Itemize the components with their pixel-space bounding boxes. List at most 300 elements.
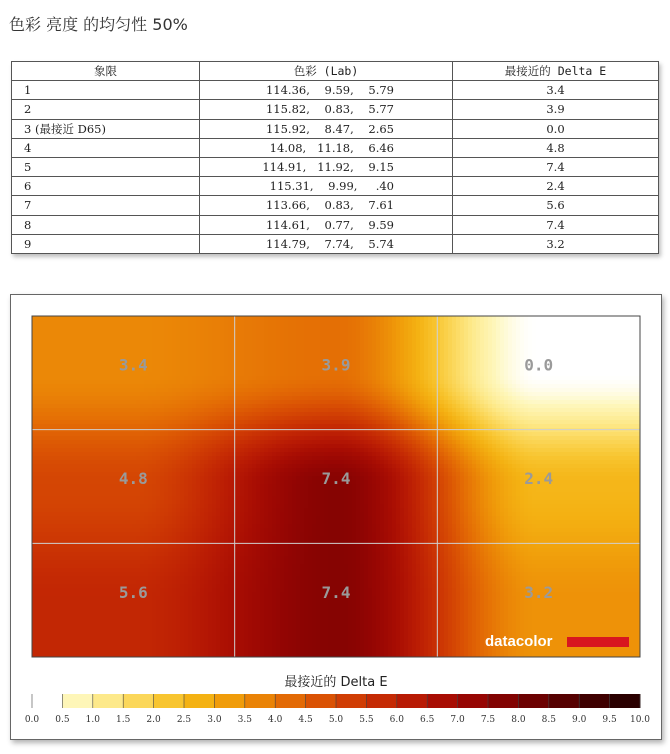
heatmap-pixel — [112, 324, 117, 329]
heatmap-pixel — [216, 372, 221, 377]
heatmap-pixel — [224, 404, 229, 409]
heatmap-pixel — [440, 360, 445, 365]
heatmap-pixel — [108, 412, 113, 417]
heatmap-pixel — [372, 372, 377, 377]
heatmap-pixel — [64, 344, 69, 349]
heatmap-pixel — [192, 328, 197, 333]
heatmap-pixel — [484, 336, 489, 341]
heatmap-pixel — [300, 340, 305, 345]
heatmap-pixel — [324, 332, 329, 337]
heatmap-pixel — [420, 372, 425, 377]
heatmap-pixel — [380, 416, 385, 421]
heatmap-pixel — [56, 396, 61, 401]
heatmap-pixel — [564, 404, 569, 409]
col-header-delta-e: 最接近的 Delta E — [453, 62, 659, 81]
heatmap-pixel — [584, 404, 589, 409]
heatmap-pixel — [88, 340, 93, 345]
heatmap-pixel — [628, 316, 633, 321]
heatmap-pixel — [152, 356, 157, 361]
heatmap-pixel — [288, 360, 293, 365]
heatmap-pixel — [72, 404, 77, 409]
heatmap-pixel — [248, 368, 253, 373]
heatmap-pixel — [584, 388, 589, 393]
heatmap-pixel — [536, 408, 541, 413]
heatmap-pixel — [380, 388, 385, 393]
heatmap-pixel — [112, 380, 117, 385]
heatmap-pixel — [56, 324, 61, 329]
heatmap-pixel — [324, 336, 329, 341]
heatmap-pixel — [492, 388, 497, 393]
heatmap-pixel — [616, 364, 621, 369]
heatmap-pixel — [496, 384, 501, 389]
heatmap-pixel — [292, 400, 297, 405]
heatmap-pixel — [308, 408, 313, 413]
heatmap-pixel — [116, 376, 121, 381]
heatmap-pixel — [444, 344, 449, 349]
heatmap-pixel — [60, 408, 65, 413]
heatmap-pixel — [116, 380, 121, 385]
heatmap-pixel — [96, 324, 101, 329]
heatmap-pixel — [632, 408, 637, 413]
heatmap-pixel — [308, 364, 313, 369]
heatmap-pixel — [592, 380, 597, 385]
heatmap-pixel — [436, 376, 441, 381]
heatmap-pixel — [444, 400, 449, 405]
heatmap-pixel — [160, 400, 165, 405]
heatmap-pixel — [604, 384, 609, 389]
heatmap-pixel — [328, 340, 333, 345]
heatmap-pixel — [52, 384, 57, 389]
heatmap-pixel — [600, 368, 605, 373]
heatmap-pixel — [216, 396, 221, 401]
heatmap-pixel — [524, 412, 529, 417]
heatmap-pixel — [408, 320, 413, 325]
heatmap-pixel — [500, 352, 505, 357]
heatmap-pixel — [188, 356, 193, 361]
heatmap-pixel — [168, 364, 173, 369]
heatmap-pixel — [32, 400, 37, 405]
heatmap-pixel — [620, 396, 625, 401]
heatmap-pixel — [448, 368, 453, 373]
heatmap-pixel — [608, 392, 613, 397]
heatmap-pixel — [420, 368, 425, 373]
heatmap-pixel — [160, 356, 165, 361]
heatmap-pixel — [148, 364, 153, 369]
heatmap-pixel — [520, 316, 525, 321]
heatmap-pixel — [516, 364, 521, 369]
heatmap-pixel — [296, 392, 301, 397]
heatmap-pixel — [396, 340, 401, 345]
heatmap-pixel — [240, 328, 245, 333]
heatmap-pixel — [64, 396, 69, 401]
heatmap-pixel — [404, 324, 409, 329]
heatmap-pixel — [524, 396, 529, 401]
heatmap-pixel — [584, 400, 589, 405]
heatmap-pixel — [300, 356, 305, 361]
heatmap-pixel — [212, 348, 217, 353]
heatmap-pixel — [64, 332, 69, 337]
heatmap-pixel — [312, 372, 317, 377]
heatmap-pixel — [204, 336, 209, 341]
heatmap-pixel — [132, 388, 137, 393]
heatmap-pixel — [620, 316, 625, 321]
heatmap-pixel — [440, 320, 445, 325]
heatmap-pixel — [620, 404, 625, 409]
heatmap-pixel — [324, 400, 329, 405]
heatmap-pixel — [540, 400, 545, 405]
heatmap-pixel — [124, 336, 129, 341]
heatmap-pixel — [496, 328, 501, 333]
heatmap-pixel — [612, 408, 617, 413]
heatmap-pixel — [96, 392, 101, 397]
heatmap-pixel — [364, 344, 369, 349]
heatmap-pixel — [628, 392, 633, 397]
heatmap-pixel — [100, 340, 105, 345]
heatmap-pixel — [396, 380, 401, 385]
heatmap-pixel — [36, 316, 41, 321]
heatmap-pixel — [400, 416, 405, 421]
heatmap-pixel — [588, 316, 593, 321]
heatmap-pixel — [476, 332, 481, 337]
heatmap-pixel — [408, 372, 413, 377]
heatmap-pixel — [48, 404, 53, 409]
heatmap-pixel — [356, 392, 361, 397]
heatmap-pixel — [384, 416, 389, 421]
heatmap-pixel — [408, 340, 413, 345]
heatmap-pixel — [136, 396, 141, 401]
heatmap-pixel — [412, 364, 417, 369]
heatmap-pixel — [512, 400, 517, 405]
heatmap-pixel — [616, 344, 621, 349]
heatmap-pixel — [192, 416, 197, 421]
heatmap-pixel — [464, 404, 469, 409]
heatmap-pixel — [432, 356, 437, 361]
heatmap-pixel — [560, 332, 565, 337]
heatmap-pixel — [276, 408, 281, 413]
heatmap-pixel — [180, 408, 185, 413]
heatmap-pixel — [188, 380, 193, 385]
heatmap-pixel — [148, 360, 153, 365]
heatmap-pixel — [540, 384, 545, 389]
heatmap-pixel — [372, 352, 377, 357]
heatmap-pixel — [608, 372, 613, 377]
heatmap-pixel — [272, 392, 277, 397]
heatmap-pixel — [88, 416, 93, 421]
heatmap-pixel — [400, 344, 405, 349]
heatmap-pixel — [380, 400, 385, 405]
heatmap-pixel — [124, 412, 129, 417]
heatmap-pixel — [440, 364, 445, 369]
heatmap-pixel — [612, 372, 617, 377]
heatmap-pixel — [480, 332, 485, 337]
heatmap-pixel — [448, 392, 453, 397]
heatmap-pixel — [44, 412, 49, 417]
heatmap-pixel — [424, 344, 429, 349]
heatmap-pixel — [280, 348, 285, 353]
heatmap-pixel — [124, 416, 129, 421]
heatmap-pixel — [200, 416, 205, 421]
heatmap-pixel — [600, 324, 605, 329]
heatmap-pixel — [616, 316, 621, 321]
heatmap-pixel — [284, 408, 289, 413]
heatmap-pixel — [192, 360, 197, 365]
heatmap-pixel — [504, 356, 509, 361]
heatmap-pixel — [464, 376, 469, 381]
heatmap-pixel — [600, 344, 605, 349]
heatmap-pixel — [532, 348, 537, 353]
heatmap-pixel — [124, 380, 129, 385]
heatmap-pixel — [592, 352, 597, 357]
heatmap-pixel — [272, 380, 277, 385]
heatmap-pixel — [268, 352, 273, 357]
heatmap-pixel — [580, 328, 585, 333]
heatmap-pixel — [336, 400, 341, 405]
heatmap-pixel — [84, 416, 89, 421]
heatmap-pixel — [240, 360, 245, 365]
heatmap-pixel — [488, 392, 493, 397]
heatmap-pixel — [348, 380, 353, 385]
heatmap-pixel — [32, 408, 37, 413]
heatmap-pixel — [332, 328, 337, 333]
heatmap-pixel — [308, 324, 313, 329]
heatmap-pixel — [244, 408, 249, 413]
heatmap-pixel — [68, 368, 73, 373]
heatmap-pixel — [64, 400, 69, 405]
heatmap-pixel — [624, 340, 629, 345]
heatmap-pixel — [608, 376, 613, 381]
heatmap-pixel — [528, 340, 533, 345]
heatmap-pixel — [172, 336, 177, 341]
heatmap-pixel — [72, 360, 77, 365]
heatmap-pixel — [480, 344, 485, 349]
heatmap-pixel — [72, 388, 77, 393]
heatmap-pixel — [300, 396, 305, 401]
heatmap-pixel — [392, 356, 397, 361]
heatmap-pixel — [408, 332, 413, 337]
heatmap-pixel — [552, 376, 557, 381]
heatmap-pixel — [444, 360, 449, 365]
heatmap-pixel — [112, 320, 117, 325]
heatmap-pixel — [540, 408, 545, 413]
heatmap-pixel — [316, 400, 321, 405]
heatmap-pixel — [124, 316, 129, 321]
heatmap-pixel — [176, 380, 181, 385]
heatmap-pixel — [424, 392, 429, 397]
heatmap-pixel — [128, 316, 133, 321]
heatmap-pixel — [44, 336, 49, 341]
heatmap-pixel — [96, 404, 101, 409]
heatmap-pixel — [472, 412, 477, 417]
heatmap-pixel — [452, 412, 457, 417]
heatmap-pixel — [80, 368, 85, 373]
heatmap-pixel — [436, 356, 441, 361]
heatmap-pixel — [212, 336, 217, 341]
heatmap-pixel — [408, 360, 413, 365]
heatmap-pixel — [476, 320, 481, 325]
heatmap-pixel — [92, 348, 97, 353]
heatmap-pixel — [132, 320, 137, 325]
heatmap-pixel — [64, 380, 69, 385]
heatmap-pixel — [116, 400, 121, 405]
heatmap-pixel — [360, 348, 365, 353]
heatmap-pixel — [448, 344, 453, 349]
heatmap-pixel — [92, 412, 97, 417]
heatmap-pixel — [168, 332, 173, 337]
heatmap-pixel — [320, 340, 325, 345]
heatmap-pixel — [520, 344, 525, 349]
heatmap-pixel — [620, 376, 625, 381]
heatmap-pixel — [76, 336, 81, 341]
heatmap-pixel — [340, 316, 345, 321]
heatmap-pixel — [376, 372, 381, 377]
heatmap-pixel — [128, 404, 133, 409]
heatmap-pixel — [252, 400, 257, 405]
heatmap-pixel — [592, 368, 597, 373]
heatmap-pixel — [416, 396, 421, 401]
heatmap-pixel — [104, 364, 109, 369]
heatmap-pixel — [480, 396, 485, 401]
heatmap-pixel — [156, 340, 161, 345]
heatmap-pixel — [248, 336, 253, 341]
heatmap-pixel — [508, 344, 513, 349]
heatmap-pixel — [48, 416, 53, 421]
heatmap-pixel — [372, 400, 377, 405]
heatmap-pixel — [228, 380, 233, 385]
heatmap-pixel — [244, 340, 249, 345]
heatmap-pixel — [408, 376, 413, 381]
heatmap-pixel — [628, 352, 633, 357]
heatmap-pixel — [272, 400, 277, 405]
heatmap-pixel — [596, 368, 601, 373]
heatmap-pixel — [156, 344, 161, 349]
heatmap-pixel — [572, 344, 577, 349]
heatmap-pixel — [436, 400, 441, 405]
heatmap-pixel — [120, 384, 125, 389]
heatmap-pixel — [440, 368, 445, 373]
heatmap-pixel — [172, 396, 177, 401]
heatmap-pixel — [140, 384, 145, 389]
heatmap-pixel — [192, 336, 197, 341]
heatmap-pixel — [128, 324, 133, 329]
heatmap-pixel — [476, 412, 481, 417]
heatmap-pixel — [324, 320, 329, 325]
heatmap-pixel — [68, 412, 73, 417]
heatmap-pixel — [400, 324, 405, 329]
heatmap-pixel — [580, 364, 585, 369]
heatmap-pixel — [256, 336, 261, 341]
heatmap-pixel — [100, 360, 105, 365]
heatmap-pixel — [112, 336, 117, 341]
heatmap-pixel — [416, 320, 421, 325]
heatmap-pixel — [128, 408, 133, 413]
heatmap-pixel — [504, 372, 509, 377]
heatmap-pixel — [500, 396, 505, 401]
heatmap-pixel — [368, 332, 373, 337]
heatmap-pixel — [324, 388, 329, 393]
heatmap-pixel — [280, 392, 285, 397]
heatmap-pixel — [404, 320, 409, 325]
heatmap-pixel — [36, 352, 41, 357]
heatmap-pixel — [64, 352, 69, 357]
heatmap-pixel — [516, 368, 521, 373]
heatmap-pixel — [528, 384, 533, 389]
heatmap-pixel — [452, 400, 457, 405]
heatmap-pixel — [72, 384, 77, 389]
heatmap-pixel — [104, 384, 109, 389]
heatmap-pixel — [564, 380, 569, 385]
heatmap-pixel — [404, 376, 409, 381]
heatmap-pixel — [424, 316, 429, 321]
heatmap-pixel — [196, 396, 201, 401]
heatmap-pixel — [92, 360, 97, 365]
heatmap-pixel — [44, 408, 49, 413]
heatmap-pixel — [400, 384, 405, 389]
heatmap-pixel — [136, 336, 141, 341]
heatmap-pixel — [452, 320, 457, 325]
quadrant-cell: 8 — [12, 215, 200, 234]
heatmap-pixel — [348, 408, 353, 413]
heatmap-pixel — [356, 320, 361, 325]
heatmap-pixel — [516, 372, 521, 377]
heatmap-pixel — [240, 376, 245, 381]
heatmap-pixel — [632, 388, 637, 393]
heatmap-pixel — [100, 388, 105, 393]
heatmap-pixel — [120, 336, 125, 341]
heatmap-pixel — [200, 360, 205, 365]
heatmap-pixel — [216, 348, 221, 353]
heatmap-pixel — [500, 328, 505, 333]
heatmap-pixel — [428, 384, 433, 389]
heatmap-pixel — [196, 328, 201, 333]
heatmap-pixel — [116, 392, 121, 397]
heatmap-pixel — [268, 360, 273, 365]
heatmap-pixel — [248, 400, 253, 405]
heatmap-pixel — [184, 376, 189, 381]
heatmap-pixel — [372, 392, 377, 397]
heatmap-pixel — [360, 404, 365, 409]
heatmap-pixel — [612, 352, 617, 357]
heatmap-pixel — [412, 316, 417, 321]
heatmap-pixel — [248, 396, 253, 401]
heatmap-pixel — [384, 388, 389, 393]
heatmap-pixel — [416, 360, 421, 365]
heatmap-pixel — [408, 356, 413, 361]
heatmap-pixel — [324, 344, 329, 349]
heatmap-pixel — [540, 328, 545, 333]
heatmap-pixel — [428, 332, 433, 337]
heatmap-pixel — [164, 408, 169, 413]
heatmap-pixel — [384, 392, 389, 397]
heatmap-pixel — [608, 404, 613, 409]
heatmap-pixel — [356, 352, 361, 357]
heatmap-pixel — [220, 396, 225, 401]
heatmap-pixel — [400, 360, 405, 365]
heatmap-pixel — [444, 324, 449, 329]
heatmap-pixel — [268, 316, 273, 321]
heatmap-pixel — [364, 404, 369, 409]
heatmap-pixel — [476, 344, 481, 349]
heatmap-pixel — [204, 400, 209, 405]
heatmap-pixel — [456, 340, 461, 345]
heatmap-pixel — [308, 332, 313, 337]
heatmap-pixel — [128, 336, 133, 341]
heatmap-pixel — [344, 344, 349, 349]
heatmap-pixel — [168, 416, 173, 421]
heatmap-pixel — [172, 372, 177, 377]
heatmap-pixel — [412, 344, 417, 349]
heatmap-pixel — [420, 364, 425, 369]
heatmap-pixel — [596, 316, 601, 321]
